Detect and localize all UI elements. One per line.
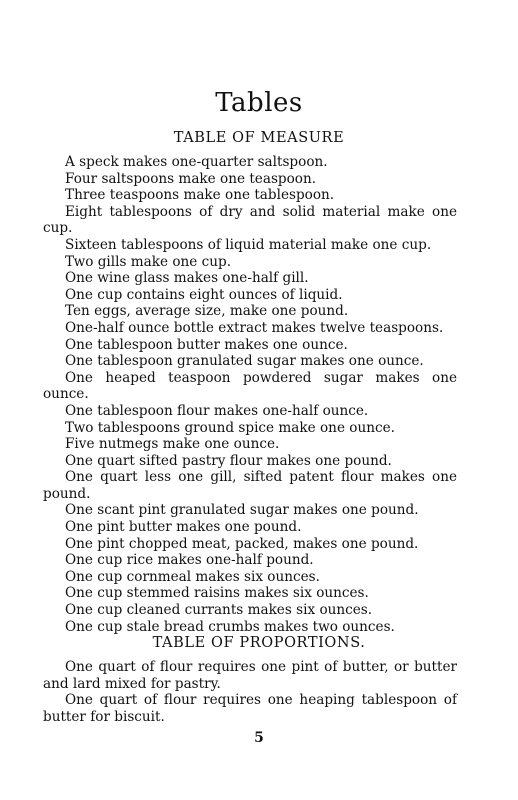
measure-item: Sixteen tablespoons of liquid material make one cup. — [65, 236, 432, 253]
measure-item: One wine glass makes one-half gill. — [65, 270, 309, 287]
table-of-proportions-list — [43, 659, 457, 725]
proportion-item: One quart of flour requires one heaping tablespoon of butter for biscuit. — [43, 692, 457, 725]
measure-item: One quart sifted pastry flour makes one pound. — [65, 452, 392, 469]
measure-item: Two gills make one cup. — [65, 253, 232, 270]
measure-item: One cup cornmeal makes six ounces. — [65, 568, 320, 585]
measure-item: Four saltspoons make one teaspoon. — [65, 170, 317, 187]
page-number: 5 — [254, 730, 264, 746]
measure-item: One cup stale bread crumbs makes two ounces. — [65, 618, 395, 635]
table-of-proportions-heading: TABLE OF PROPORTIONS. — [152, 635, 366, 651]
measure-item: One pint chopped meat, packed, makes one pound. — [65, 535, 419, 552]
measure-item: Ten eggs, average size, make one pound. — [65, 303, 349, 320]
measure-item: One heaped teaspoon powdered sugar makes one ounce. — [43, 369, 457, 403]
measure-item: One cup contains eight ounces of liquid. — [65, 286, 343, 303]
measure-item: One tablespoon granulated sugar makes one ounce. — [65, 353, 424, 370]
measure-item: Three teaspoons make one tablespoon. — [65, 187, 335, 204]
measure-item: One cup rice makes one-half pound. — [65, 552, 314, 569]
measure-item: One scant pint granulated sugar makes one pound. — [65, 502, 419, 519]
measure-item: One tablespoon butter makes one ounce. — [65, 336, 348, 353]
measure-item: Five nutmegs make one ounce. — [65, 436, 280, 453]
measure-item: One cup stemmed raisins makes six ounces. — [65, 585, 369, 602]
table-of-measure-heading: TABLE OF MEASURE — [173, 130, 345, 146]
measure-item: One-half ounce bottle extract makes twelve teaspoons. — [65, 319, 444, 336]
measure-item: One pint butter makes one pound. — [65, 519, 302, 536]
proportion-item: One quart of flour requires one pint of butter, or butter and lard mixed for pastry. — [43, 659, 457, 692]
measure-item: One cup cleaned currants makes six ounces. — [65, 602, 373, 619]
measure-item: Two tablespoons ground spice make one ounce. — [65, 419, 395, 436]
measure-item: One tablespoon flour makes one-half ounce. — [65, 402, 369, 419]
table-of-measure-list — [43, 154, 457, 635]
page-title: Tables — [215, 88, 303, 118]
measure-item: One quart less one gill, sifted patent flour makes one pound. — [43, 469, 457, 502]
measure-item: A speck makes one-quarter saltspoon. — [65, 154, 328, 170]
measure-item: Eight tablespoons of dry and solid material make one cup. — [43, 203, 457, 237]
